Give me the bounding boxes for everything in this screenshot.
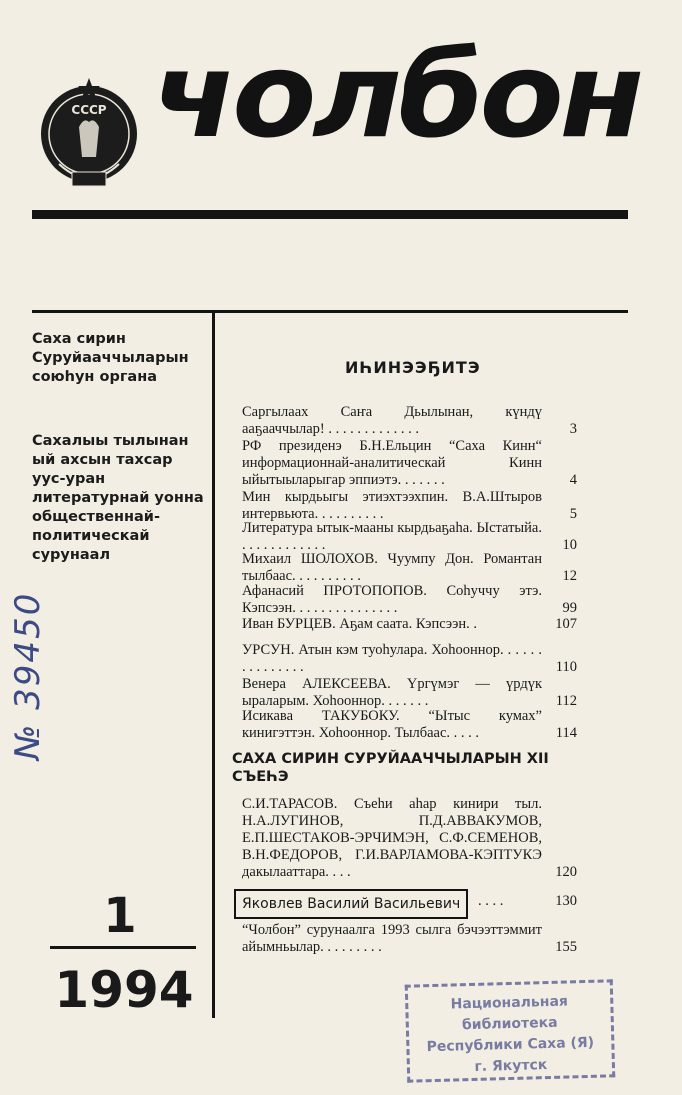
issue-number: 1	[103, 888, 137, 944]
toc-entry-page: 112	[555, 693, 577, 709]
congress-section-heading: САХА СИРИН СУРУЙААЧЧЫЛАРЫН XII СЪЕҺЭ	[232, 751, 549, 785]
stamp-line: Национальная	[450, 993, 569, 1013]
emblem-label: СССР	[71, 103, 107, 117]
toc-entry-page: 155	[555, 939, 577, 955]
handwritten-inventory-number: № 39450	[8, 591, 48, 760]
masthead-title: чолбон	[152, 26, 641, 164]
toc-entry	[242, 616, 577, 633]
toc-heading: ИҺИНЭЭҔИТЭ	[345, 358, 481, 377]
toc-entry-page: 107	[555, 616, 577, 632]
library-stamp	[405, 979, 615, 1082]
issue-divider	[50, 946, 196, 949]
toc-entry	[242, 708, 577, 742]
toc-entry-title: Михаил ШОЛОХОВ. Чуумпу Дон. Романтан тылбаас. . . . . . . . . .	[242, 551, 542, 584]
boxed-author-name: Яковлев Василий Васильевич	[234, 889, 468, 919]
toc-entry-title: Саргылаах Саҥа Дьылынан, күндү ааҕааччылар! . . . . . . . . . . . . .	[242, 404, 542, 437]
toc-entry	[242, 676, 577, 710]
toc-entry-title: Исикава ТАКУБОКУ. “Ытыс кумах” кинигэттэн. Хоһооннор. Тылбаас. . . . .	[242, 708, 542, 741]
journal-description: Сахалыы тылынан ый ахсын тахсар уус-уран литературнай уонна общественнай-политическай сурунаал	[32, 433, 204, 563]
toc-entry-page: 5	[569, 506, 577, 522]
organ-statement: Саха сирин Суруйааччыларын союһун органа	[32, 331, 189, 385]
toc-entry-title: РФ президенэ Б.Н.Ельцин “Саха Кинн“ информационнай-аналитическай Кинн ыйытыыларыгар эппиэтэ. . . . . . .	[242, 438, 542, 488]
toc-entry-page: 114	[555, 725, 577, 741]
content-top-rule	[32, 310, 628, 313]
toc-entry	[242, 489, 577, 523]
toc-entry-page: 130	[555, 893, 577, 909]
toc-entry	[242, 438, 577, 489]
issue-year: 1994	[54, 961, 194, 1019]
toc-entry-page: 12	[562, 568, 577, 584]
toc-entry-title: Иван БУРЦЕВ. Аҕам саата. Кэпсээн. .	[242, 616, 477, 632]
toc-entry-title: УРСУН. Атын кэм туоһулара. Хоһооннор. . . . . . . . . . . . . . .	[242, 642, 542, 675]
toc-entry-title: Венера АЛЕКСЕЕВА. Үргүмэг — үрдүк ыраларым. Хоһооннор. . . . . . .	[242, 676, 542, 709]
toc-entry	[242, 642, 577, 676]
toc-entry	[242, 404, 577, 438]
stamp-line: библиотека	[461, 1014, 558, 1034]
toc-entry-page: 99	[562, 600, 577, 616]
toc-entry	[242, 520, 577, 554]
masthead-rule	[32, 210, 628, 219]
toc-entry-page: 110	[555, 659, 577, 675]
column-divider	[212, 312, 215, 1018]
toc-entry	[242, 583, 577, 617]
boxed-entry-leader: . . . .	[478, 893, 504, 909]
stamp-line: г. Якутск	[474, 1057, 548, 1075]
toc-entry-title: “Чолбон” сурунаалга 1993 сылга бэчээттэммит айымньылар. . . . . . . . .	[242, 922, 542, 955]
toc-entry-page: 10	[562, 537, 577, 553]
toc-entry	[242, 551, 577, 585]
toc-entry-page: 120	[555, 864, 577, 880]
toc-entry-page: 3	[569, 421, 577, 437]
toc-entry-page: 4	[569, 472, 577, 488]
toc-entry-title: Мин кырдьыгы этиэхтээхпин. В.А.Штыров интервьюта. . . . . . . . . .	[242, 489, 542, 522]
toc-entry-title: С.И.ТАРАСОВ. Съеһи аһар кинири тыл. Н.А.ЛУГИНОВ, П.Д.АВВАКУМОВ, Е.П.ШЕСТАКОВ-ЭРЧИМЭН, С.Ф.СЕМЕНОВ, В.Н.ФЕДОРОВ, Г.И.ВАРЛАМОВА-КЭПТУКЭ дакылааттара. . . .	[242, 796, 542, 880]
toc-entry-final	[242, 922, 577, 956]
ussr-emblem-icon	[34, 72, 144, 204]
toc-entry-title: Афанасий ПРОТОПОПОВ. Соһуччу этэ. Кэпсээн. . . . . . . . . . . . . . .	[242, 583, 542, 616]
toc-entry-title: Литература ытык-мааны кырдьаҕаһа. Ыстатыйа. . . . . . . . . . . . .	[242, 520, 542, 553]
toc-entry-congress	[242, 796, 577, 881]
stamp-line: Республики Саха (Я)	[426, 1034, 595, 1056]
